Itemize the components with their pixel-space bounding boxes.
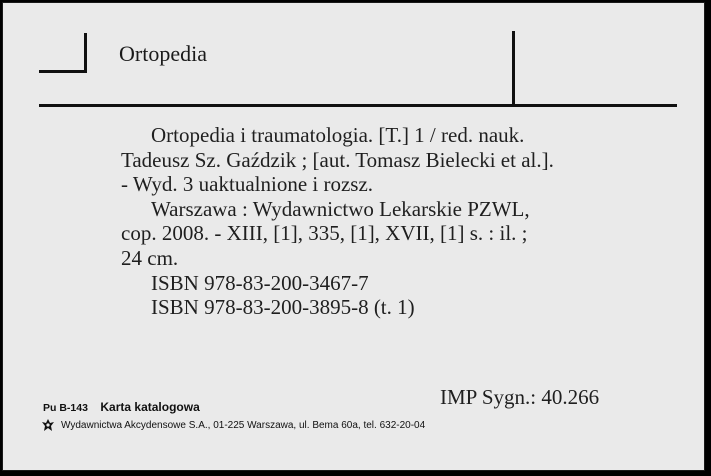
catalog-card: [2, 2, 705, 471]
card-body-line: ISBN 978-83-200-3895-8 (t. 1): [151, 295, 415, 320]
card-body-line: 24 cm.: [121, 245, 179, 270]
form-code: Pu B-143: [43, 402, 88, 414]
publisher-info: Wydawnictwa Akcydensowe S.A., 01-225 Warszawa, ul. Bema 60a, tel. 632-20-04: [61, 419, 426, 431]
card-type-label: Karta katalogowa: [100, 400, 200, 414]
card-body-line: ISBN 978-83-200-3467-7: [151, 270, 369, 295]
publisher-logo-icon: [41, 418, 55, 432]
horizontal-rule: [39, 104, 677, 107]
card-heading: Ortopedia: [119, 41, 207, 66]
publisher-row: [41, 418, 425, 432]
corner-bracket: [39, 33, 87, 73]
card-body: [121, 123, 661, 320]
vertical-rule: [512, 31, 515, 107]
card-body-line: Tadeusz Sz. Gaździk ; [aut. Tomasz Bielecki et al.].: [121, 147, 554, 172]
card-body-line: cop. 2008. - XIII, [1], 335, [1], XVII, [1] s. : il. ;: [121, 221, 528, 246]
card-footer-labels: [43, 398, 200, 416]
card-body-line: - Wyd. 3 uaktualnione i rozsz.: [121, 172, 374, 197]
signature-number: IMP Sygn.: 40.266: [440, 385, 600, 409]
card-body-line: Warszawa : Wydawnictwo Lekarskie PZWL,: [151, 196, 530, 221]
card-body-line: Ortopedia i traumatologia. [T.] 1 / red. nauk.: [151, 123, 525, 147]
